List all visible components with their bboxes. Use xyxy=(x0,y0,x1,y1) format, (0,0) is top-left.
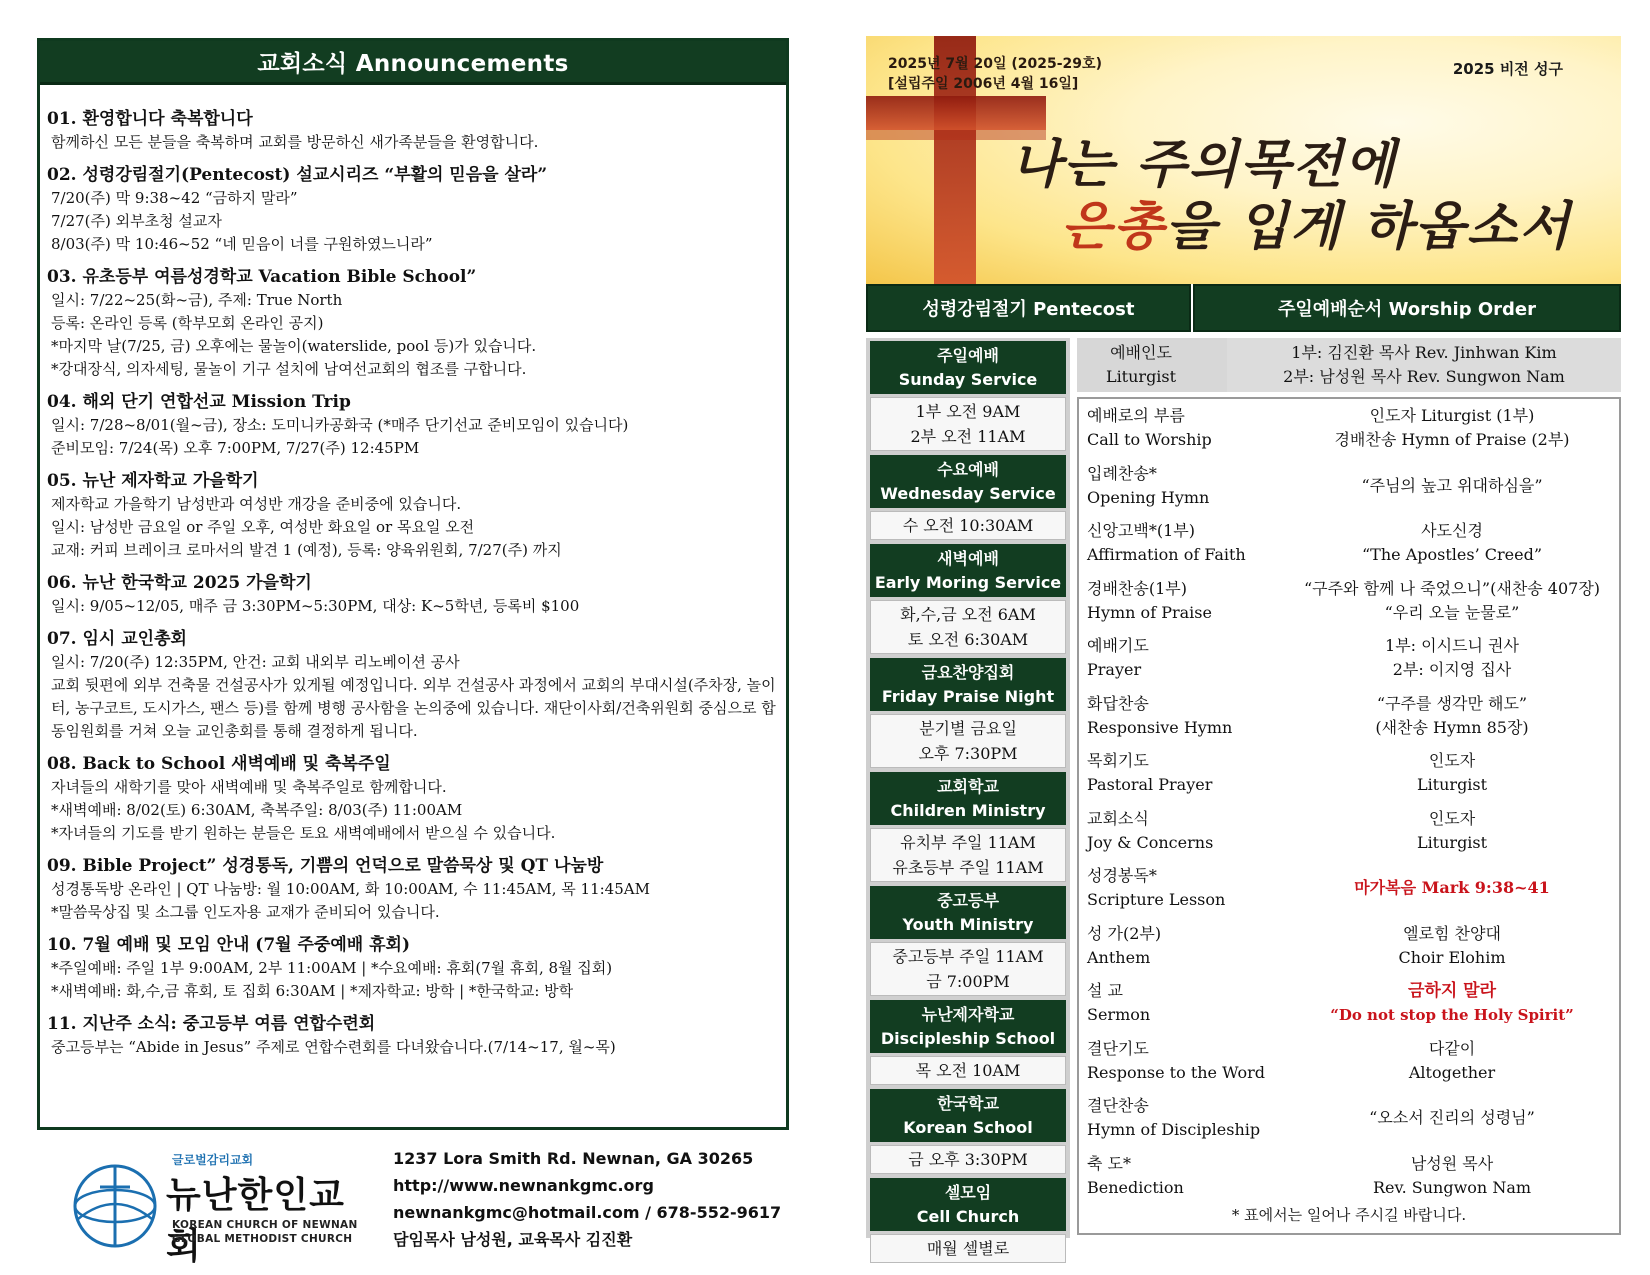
worship-order-row xyxy=(1087,920,1613,978)
service-time: 수 오전 10:30AM xyxy=(870,511,1066,540)
order-item-detail: 인도자 Liturgist (1부) 경배찬송 Hymn of Praise (2부) xyxy=(1334,406,1570,449)
bulletin-date xyxy=(888,54,1102,94)
liturgist-names: 1부: 김진환 목사 Rev. Jinhwan Kim 2부: 남성원 목사 Rev. Sungwon Nam xyxy=(1227,338,1621,392)
standing-note: * 표에서는 일어나 주시길 바랍니다. xyxy=(1231,1206,1467,1224)
issue-date: 2025년 7월 20일 (2025-29호) xyxy=(888,56,1102,72)
announcement-title: 03. 유초등부 여름성경학교 Vacation Bible School” xyxy=(47,267,477,287)
service-times-column xyxy=(866,338,1070,1258)
announcement-line: *새벽예배: 8/02(토) 6:30AM, 축복주일: 8/03(주) 11:00AM xyxy=(51,801,463,819)
service-english-name: Children Ministry xyxy=(890,801,1046,820)
worship-order-header: 주일예배순서 Worship Order xyxy=(1193,284,1621,332)
order-item-detail: 사도신경 “The Apostles’ Creed” xyxy=(1362,521,1542,564)
announcement-line: *자녀들의 기도를 받기 원하는 분들은 토요 새벽예배에서 받으실 수 있습니다. xyxy=(51,824,556,842)
service-english-name: Discipleship School xyxy=(880,1029,1056,1048)
announcement-line: 등록: 온라인 등록 (학부모회 온라인 공지) xyxy=(51,314,324,332)
service-english-name: Korean School xyxy=(903,1118,1033,1137)
service-time: 1부 오전 9AM 2부 오전 11AM xyxy=(870,397,1066,451)
announcement-title: 09. Bible Project” 성경통독, 기쁨의 언덕으로 말씀묵상 및 QT 나눔방 xyxy=(47,856,604,876)
order-item-name: 신앙고백*(1부) Affirmation of Faith xyxy=(1087,521,1246,564)
service-time: 분기별 금요일 오후 7:30PM xyxy=(870,714,1066,768)
vision-verse-line2 xyxy=(1061,184,1571,259)
order-item-name: 성경봉독* Scripture Lesson xyxy=(1087,866,1226,909)
order-item-detail: 인도자 Liturgist xyxy=(1416,751,1488,794)
announcement-item xyxy=(47,265,778,381)
service-english-name: Friday Praise Night xyxy=(881,687,1055,706)
order-item-detail: “오소서 진리의 성령님” xyxy=(1369,1108,1535,1127)
service-english-name: Wednesday Service xyxy=(880,484,1056,503)
sermon-info xyxy=(1287,979,1617,1027)
announcement-line: 준비모임: 7/24(목) 오후 7:00PM, 7/27(주) 12:45PM xyxy=(51,439,420,457)
order-item-name: 결단기도 Response to the Word xyxy=(1087,1038,1265,1082)
worship-order xyxy=(1077,397,1621,1235)
announcement-line: 함께하신 모든 분들을 축복하며 교회를 방문하신 새가족분들을 환영합니다. xyxy=(51,133,539,151)
service-name: 셀모임 xyxy=(944,1183,992,1202)
service-name: 중고등부 xyxy=(937,891,999,910)
service-english-name: Sunday Service xyxy=(898,370,1038,389)
service-time: 목 오전 10AM xyxy=(870,1056,1066,1085)
worship-order-list xyxy=(1087,402,1613,1207)
announcement-line: 일시: 7/20(주) 12:35PM, 안건: 교회 내외부 리노베이션 공사 xyxy=(51,653,460,671)
vision-verse-highlight: 은총 xyxy=(1061,196,1166,257)
worship-order-row xyxy=(1087,747,1613,805)
worship-order-row xyxy=(1087,1150,1613,1208)
order-item-name: 경배찬송(1부) Hymn of Praise xyxy=(1087,578,1212,622)
announcement-line: 일시: 남성반 금요일 or 주일 오후, 여성반 화요일 or 목요일 오전 xyxy=(51,518,475,536)
service-heading xyxy=(870,455,1066,508)
service-english-name: Youth Ministry xyxy=(902,915,1034,934)
order-item-detail: 마가복음 Mark 9:38~41 xyxy=(1354,878,1550,897)
service-heading xyxy=(870,658,1066,711)
announcement-title: 06. 뉴난 한국학교 2025 가을학기 xyxy=(47,573,312,593)
service-name: 주일예배 xyxy=(937,346,999,365)
announcement-title: 10. 7월 예배 및 모임 안내 (7월 주중예배 휴회) xyxy=(47,935,410,955)
order-item-detail: 인도자 Liturgist xyxy=(1416,808,1488,852)
service-time: 유치부 주일 11AM 유초등부 주일 11AM xyxy=(870,828,1066,882)
announcement-line: 7/20(주) 막 9:38~42 “금하지 말라” xyxy=(51,189,298,207)
founding-date: [설립주일 2006년 4월 16일] xyxy=(888,76,1079,92)
worship-order-row xyxy=(1087,575,1613,633)
announcement-item xyxy=(47,752,778,845)
announcement-item xyxy=(47,854,778,924)
order-item-name: 결단찬송 Hymn of Discipleship xyxy=(1087,1096,1261,1139)
worship-order-row xyxy=(1087,690,1613,748)
announcement-line: 일시: 7/22~25(화~금), 주제: True North xyxy=(51,291,343,309)
email-phone: newnankgmc@hotmail.com / 678-552-9617 xyxy=(393,1203,782,1222)
season-header: 성령강림절기 Pentecost xyxy=(866,284,1191,332)
announcement-item xyxy=(47,571,778,618)
worship-order-row xyxy=(1087,862,1613,920)
pastors: 담임목사 남성원, 교육목사 김진환 xyxy=(393,1230,633,1249)
announcement-line: 8/03(주) 막 10:46~52 “네 믿음이 너를 구원하였느니라” xyxy=(51,235,433,253)
announcement-line: 중고등부는 “Abide in Jesus” 주제로 연합수련회를 다녀왔습니다.(7/14~17, 월~목) xyxy=(51,1038,616,1056)
order-item-name: 입례찬송* Opening Hymn xyxy=(1087,463,1210,507)
service-heading xyxy=(870,341,1066,394)
sermon-title: 금하지 말라 xyxy=(1407,981,1497,1001)
church-logo xyxy=(68,1145,368,1267)
service-heading xyxy=(870,1089,1066,1142)
service-time: 화,수,금 오전 6AM 토 오전 6:30AM xyxy=(870,600,1066,654)
liturgist-label: 예배인도 Liturgist xyxy=(1105,343,1177,386)
announcement-title: 02. 성령강림절기(Pentecost) 설교시리즈 “부활의 믿음을 살라” xyxy=(47,165,548,185)
service-name: 뉴난제자학교 xyxy=(921,1005,1015,1024)
announcement-item xyxy=(47,107,778,154)
service-heading xyxy=(870,1178,1066,1231)
service-name: 수요예배 xyxy=(937,460,999,479)
announcement-line: 성경통독방 온라인 | QT 나눔방: 월 10:00AM, 화 10:00AM, 수 11:45AM, 목 11:45AM xyxy=(51,880,650,898)
order-item-name: 축 도* Benediction xyxy=(1087,1153,1184,1197)
order-item-name: 목회기도 Pastoral Prayer xyxy=(1087,751,1213,794)
announcement-title: 05. 뉴난 제자학교 가을학기 xyxy=(47,471,259,491)
announcement-line: 일시: 9/05~12/05, 매주 금 3:30PM~5:30PM, 대상: K~5학년, 등록비 $100 xyxy=(51,597,580,615)
sermon-english-title: “Do not stop the Holy Spirit” xyxy=(1330,1006,1574,1024)
announcement-paragraph: 교회 뒷편에 외부 건축물 건설공사가 있게될 예정입니다. 외부 건설공사 과정에서 교회의 부대시설(주차장, 놀이터, 농구코트, 도시가스, 팬스 등)를 함께 병행 공사함을 논의중에 있습니다. 재단이사회/건축위원회 중심으로 합동임원회를 거쳐 오늘 교인총회를 통해 결정하게 됩니다. xyxy=(51,676,776,740)
order-item-name: 성 가(2부) Anthem xyxy=(1087,923,1162,967)
service-heading xyxy=(870,886,1066,939)
announcement-line: 제자학교 가을학기 남성반과 여성반 개강을 준비중에 있습니다. xyxy=(51,495,462,513)
worship-order-row xyxy=(1087,1092,1613,1150)
church-logo-icon xyxy=(68,1159,162,1253)
address: 1237 Lora Smith Rd. Newnan, GA 30265 xyxy=(393,1149,754,1168)
order-item-name: 예배로의 부름 Call to Worship xyxy=(1087,406,1212,449)
announcement-title: 01. 환영합니다 축복합니다 xyxy=(47,109,253,129)
order-item-detail: 다같이 Altogether xyxy=(1408,1038,1496,1082)
order-item-detail: “구주를 생각만 해도” (새찬송 Hymn 85장) xyxy=(1375,693,1529,737)
logo-church-name: 뉴난한인교회 xyxy=(166,1175,345,1267)
announcement-line: *강대장식, 의자세팅, 물놀이 기구 설치에 남여선교회의 협조를 구합니다. xyxy=(51,360,527,378)
contact-info xyxy=(393,1145,781,1253)
logo-english-name: KOREAN CHURCH OF NEWNAN xyxy=(172,1219,358,1231)
announcement-line: 7/27(주) 외부초청 설교자 xyxy=(51,212,222,230)
service-name: 금요찬양집회 xyxy=(921,663,1015,682)
service-name: 한국학교 xyxy=(937,1094,999,1113)
service-english-name: Cell Church xyxy=(916,1207,1020,1226)
service-time: 금 오후 3:30PM xyxy=(870,1145,1066,1174)
announcement-line: *주일예배: 주일 1부 9:00AM, 2부 11:00AM | *수요예배: 휴회(7월 휴회, 8월 집회) xyxy=(51,959,613,977)
service-heading xyxy=(870,772,1066,825)
announcement-item xyxy=(47,627,778,743)
vision-verse-line1: 나는 주의목전에 xyxy=(1011,134,1397,195)
service-english-name: Early Moring Service xyxy=(874,573,1062,592)
announcement-item xyxy=(47,933,778,1003)
order-item-detail: 1부: 이시드니 권사 2부: 이지영 집사 xyxy=(1385,636,1519,679)
worship-order-row xyxy=(1087,1035,1613,1093)
announcement-line: *마지막 날(7/25, 금) 오후에는 물놀이(waterslide, pool 등)가 있습니다. xyxy=(51,337,537,355)
announcement-item xyxy=(47,390,778,460)
announcements-header: 교회소식 Announcements xyxy=(40,41,786,85)
logo-denomination: 글로벌감리교회 xyxy=(172,1153,254,1167)
worship-order-row xyxy=(1087,977,1613,1035)
worship-order-row xyxy=(1087,517,1613,575)
logo-english-denomination: GLOBAL METHODIST CHURCH xyxy=(172,1233,353,1245)
service-time: 매월 셀별로 xyxy=(870,1234,1066,1263)
vision-verse-label: 2025 비전 성구 xyxy=(1452,60,1563,78)
announcement-title: 11. 지난주 소식: 중고등부 여름 연합수련회 xyxy=(47,1014,376,1034)
order-item-detail: “구주와 함께 나 죽었으니”(새찬송 407장) “우리 오늘 눈물로” xyxy=(1303,578,1601,622)
announcement-title: 08. Back to School 새벽예배 및 축복주일 xyxy=(47,754,391,774)
service-name: 새벽예배 xyxy=(937,549,999,568)
announcement-line: 교재: 커피 브레이크 로마서의 발견 1 (예정), 등록: 양육위원회, 7/27(주) 까지 xyxy=(51,541,562,559)
announcement-line: 자녀들의 새학기를 맞아 새벽예배 및 축복주일로 함께합니다. xyxy=(51,778,447,796)
service-time: 중고등부 주일 11AM 금 7:00PM xyxy=(870,942,1066,996)
announcements-list xyxy=(40,85,786,1059)
banner xyxy=(866,36,1621,284)
order-item-detail: 남성원 목사 Rev. Sungwon Nam xyxy=(1372,1153,1532,1197)
worship-order-row xyxy=(1087,805,1613,863)
worship-order-row xyxy=(1087,460,1613,518)
website-link[interactable]: http://www.newnankgmc.org xyxy=(393,1176,654,1195)
announcement-item xyxy=(47,469,778,562)
service-heading xyxy=(870,1000,1066,1053)
announcement-title: 07. 임시 교인총회 xyxy=(47,629,187,649)
announcement-item xyxy=(47,163,778,256)
order-item-name: 설 교 Sermon xyxy=(1087,981,1151,1024)
announcement-title: 04. 해외 단기 연합선교 Mission Trip xyxy=(47,392,351,412)
order-item-name: 예배기도 Prayer xyxy=(1087,636,1149,679)
order-item-detail: 엘로힘 찬양대 Choir Elohim xyxy=(1398,923,1506,967)
service-heading xyxy=(870,544,1066,597)
announcement-line: 일시: 7/28~8/01(월~금), 장소: 도미니카공화국 (*매주 단기선교 준비모임이 있습니다) xyxy=(51,416,629,434)
order-item-name: 화답찬송 Responsive Hymn xyxy=(1087,693,1233,737)
service-name: 교회학교 xyxy=(937,777,999,796)
announcement-item xyxy=(47,1012,778,1059)
worship-order-row xyxy=(1087,632,1613,690)
liturgist-row xyxy=(1077,338,1621,392)
order-item-detail: “주님의 높고 위대하심을” xyxy=(1361,475,1543,495)
vision-verse-rest: 을 입게 하옵소서 xyxy=(1165,196,1572,257)
worship-order-row xyxy=(1087,402,1613,460)
announcement-line: *새벽예배: 화,수,금 휴회, 토 집회 6:30AM | *제자학교: 방학 | *한국학교: 방학 xyxy=(51,982,574,1000)
church-footer xyxy=(68,1145,788,1267)
order-item-name: 교회소식 Joy & Concerns xyxy=(1087,808,1214,852)
announcement-line: *말씀묵상집 및 소그룹 인도자용 교재가 준비되어 있습니다. xyxy=(51,903,440,921)
announcements-panel xyxy=(37,38,789,1130)
